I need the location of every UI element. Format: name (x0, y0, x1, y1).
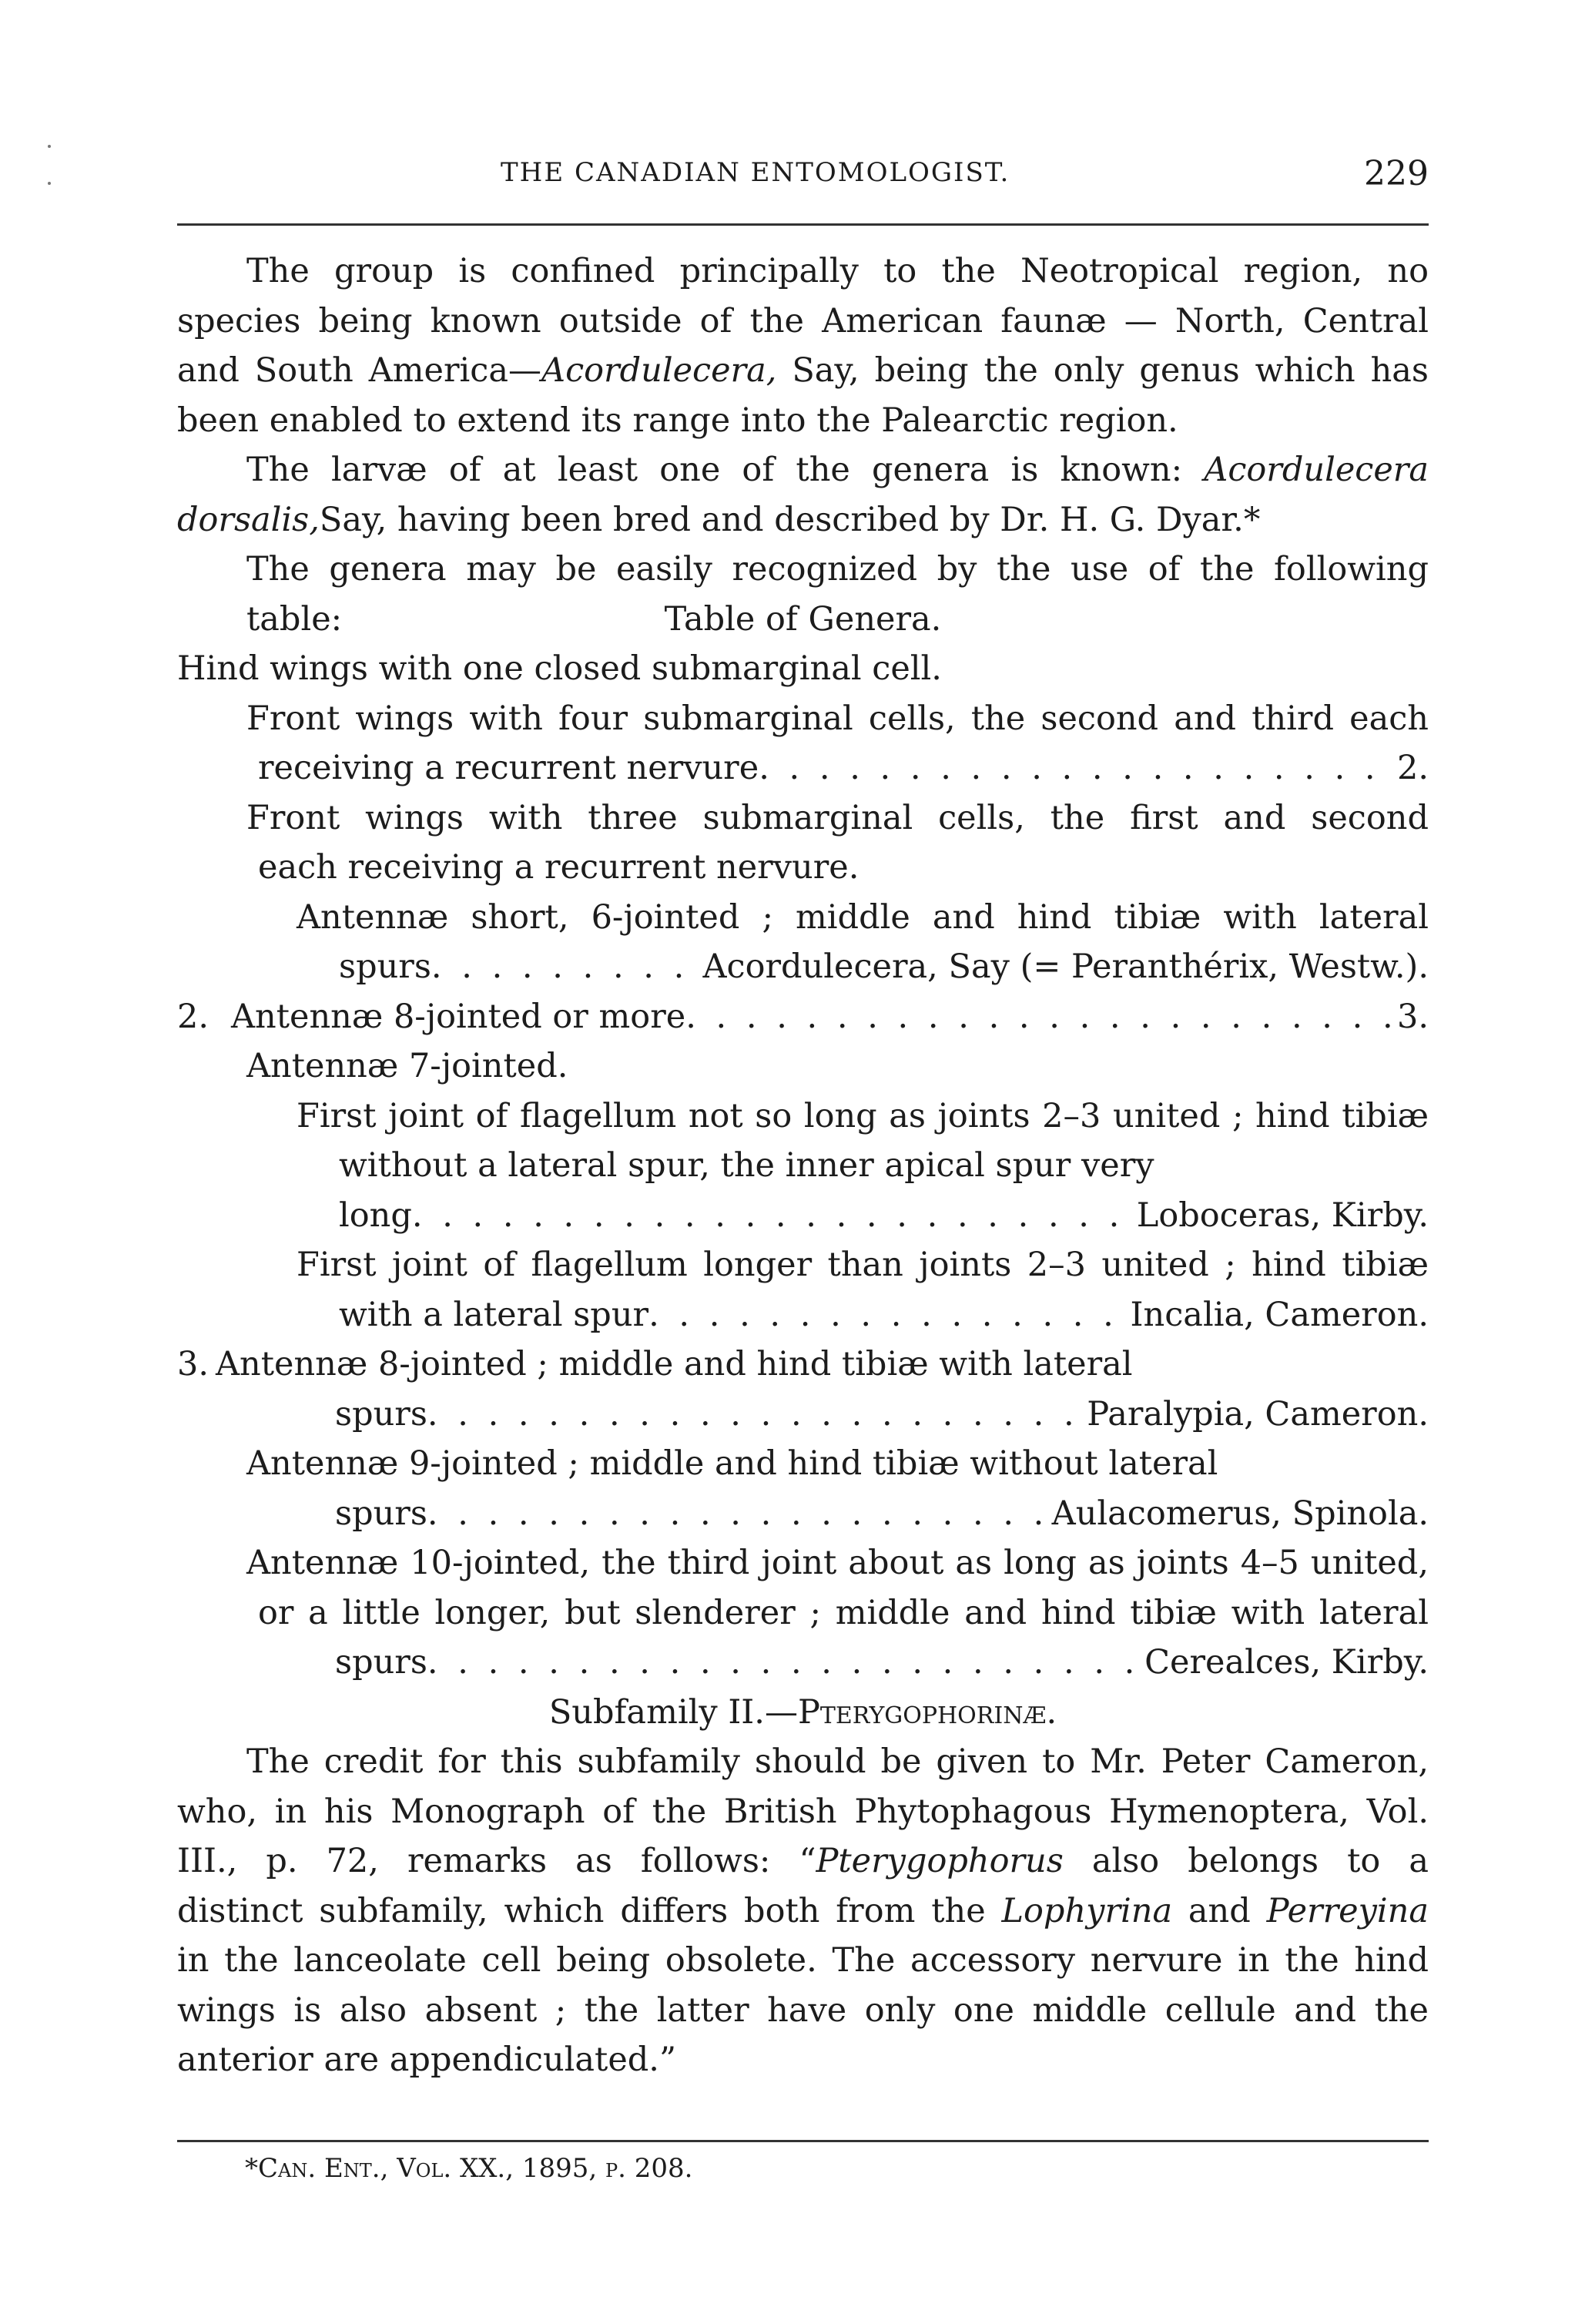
text-line: wings is also absent ; the latter have only one middle cellule and the (177, 1990, 1429, 2030)
page-header (177, 154, 1429, 200)
genus-name: Pterygophorus (816, 1842, 1064, 1880)
table-title: Table of Genera. (664, 599, 942, 639)
text-line: species being known outside of the American faunæ — North, Central (177, 301, 1429, 340)
text-line: been enabled to extend its range into the Palearctic region. (177, 401, 1178, 440)
text-line: and South America—Acordulecera, Say, being the only genus which has (177, 351, 1429, 390)
key-line: without a lateral spur, the inner apical spur very (339, 1146, 1154, 1185)
key-line: or a little longer, but slenderer ; middle and hind tibiæ with lateral (258, 1593, 1429, 1632)
page-body (177, 246, 1429, 2085)
taxon-name: Perreyina (1266, 1891, 1429, 1930)
text-line: The larvæ of at least one of the genera is known: Acordulecera (246, 451, 1429, 489)
text-line: The group is confined principally to the Neotropical region, no (246, 252, 1429, 290)
text-line: distinct subfamily, which differs both from the Lophyrina and Perreyina (177, 1891, 1429, 1930)
species-epithet: dorsalis, (177, 500, 320, 539)
text-line: dorsalis, Say, having been bred and described by Dr. H. G. Dyar.* (177, 495, 1429, 545)
key-line: First joint of flagellum not so long as joints 2–3 united ; hind tibiæ (297, 1096, 1429, 1135)
footnote: *Can. Ent., Vol. XX., 1895, p. 208. (245, 2153, 693, 2184)
text-line: III., p. 72, remarks as follows: “Pterygophorus also belongs to a (177, 1842, 1429, 1880)
text-line: The genera may be easily recognized by the use of the following table: (246, 550, 1429, 639)
text-line: who, in his Monograph of the British Phytophagous Hymenoptera, Vol. (177, 1792, 1429, 1831)
species-name: Acordulecera (1204, 451, 1429, 489)
key-line: with a lateral spur . . . Incalia, Cameron. (177, 1290, 1429, 1340)
text-line: anterior are appendiculated.” (177, 2041, 676, 2079)
key-line: spurs . . . Acordulecera, Say (= Peranthérix, Westw.). (177, 942, 1429, 992)
taxon-name: Lophyrina (1001, 1891, 1173, 1930)
key-line: Antennæ 7-jointed. (246, 1047, 568, 1085)
footnote-rule (177, 2140, 1429, 2142)
key-line: First joint of flagellum longer than joints 2–3 united ; hind tibiæ (297, 1246, 1429, 1284)
key-line: 2. Antennæ 8-jointed or more . . . 3. (177, 992, 1429, 1042)
running-head: THE CANADIAN ENTOMOLOGIST. (501, 157, 1010, 188)
margin-speck (48, 145, 51, 148)
header-rule (177, 223, 1429, 226)
key-line: each receiving a recurrent nervure. (258, 848, 860, 887)
page-number: 229 (1364, 154, 1429, 193)
key-line: long . . . Loboceras, Kirby. (177, 1191, 1429, 1241)
key-line: spurs . . . Aulacomerus, Spinola. (177, 1489, 1429, 1539)
key-line: Front wings with four submarginal cells, the second and third each (246, 699, 1429, 738)
key-line: 3. Antennæ 8-jointed ; middle and hind tibiæ with lateral (177, 1345, 1133, 1383)
key-line: Antennæ short, 6-jointed ; middle and hind tibiæ with lateral (297, 897, 1429, 937)
key-line: spurs . . . Cerealces, Kirby. (177, 1638, 1429, 1688)
key-line: Hind wings with one closed submarginal cell. (177, 649, 942, 688)
key-line: Front wings with three submarginal cells, the first and second (246, 798, 1429, 837)
margin-speck (48, 182, 51, 185)
genus-name: Acordulecera, (541, 351, 777, 390)
key-line: Antennæ 10-jointed, the third joint about as long as joints 4–5 united, (246, 1544, 1429, 1582)
key-line: Antennæ 9-jointed ; middle and hind tibiæ without lateral (246, 1444, 1218, 1483)
text-line: The credit for this subfamily should be given to Mr. Peter Cameron, (246, 1742, 1429, 1781)
key-line: spurs . . . Paralypia, Cameron. (177, 1390, 1429, 1440)
key-line: receiving a recurrent nervure . . . 2. (177, 743, 1429, 793)
text-line: in the lanceolate cell being obsolete. The accessory nervure in the hind (177, 1941, 1429, 1980)
subfamily-heading: Subfamily II.— Pterygophorinæ. (548, 1692, 1057, 1732)
